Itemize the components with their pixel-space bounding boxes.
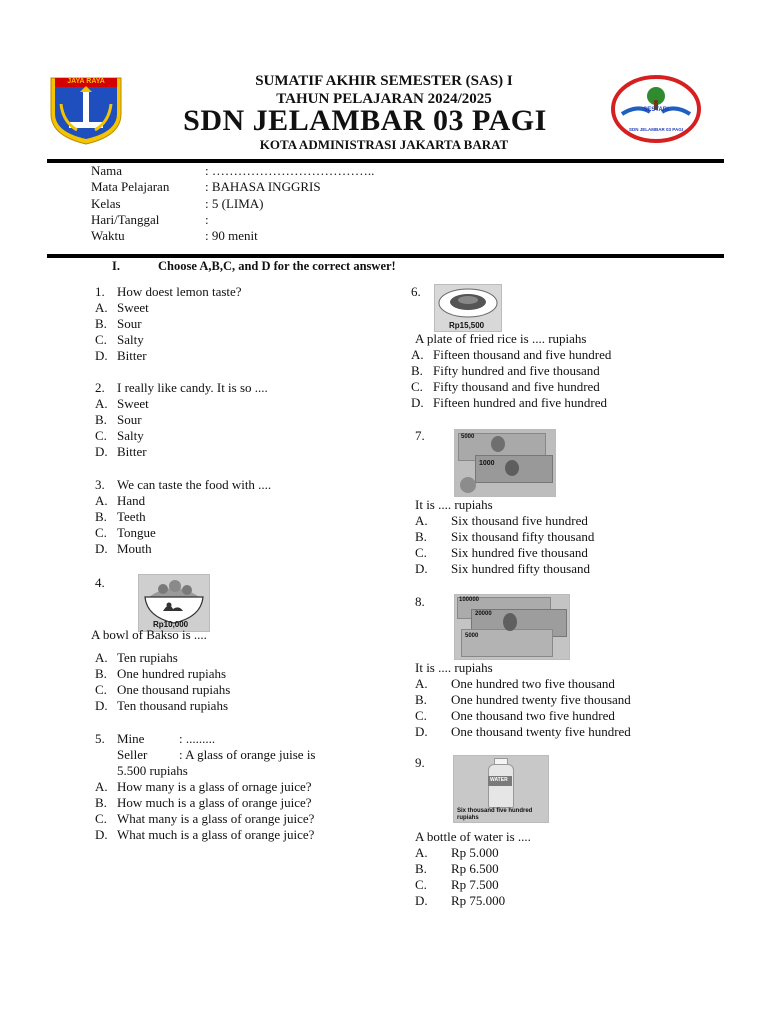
option-b[interactable]: B. How much is a glass of orange juice? (95, 795, 312, 810)
water-bottle-image (453, 755, 549, 823)
banknotes-image-q7 (454, 429, 556, 497)
option-c[interactable]: C. Salty (95, 428, 144, 443)
question-1: 1. How doest lemon taste? A. Sweet B. Sour C. Salty D. Bitter (95, 284, 242, 363)
right-logo-subtext: SDN JELAMBAR 03 PAGI (629, 127, 683, 132)
option-b[interactable]: B. Rp 6.500 (415, 861, 499, 876)
question-5: 5. Mine : ......... Seller : A glass of orange juise is 5.500 rupiahs A. How many is a glass of ornage juice? B. How much is a glass of orange juice? C. What many is a glass of orange juice? D. What much is a glass of orange juice? (95, 731, 316, 842)
banknote-100000-label: 100000 (459, 597, 480, 603)
question-4-options (95, 650, 230, 714)
question-6-number: 6. (411, 284, 421, 299)
option-c[interactable]: C. One thousand rupiahs (95, 682, 231, 697)
option-b[interactable]: B. One hundred twenty five thousand (415, 692, 631, 707)
option-c[interactable]: C. Salty (95, 332, 144, 347)
option-a[interactable]: A. Fifteen thousand and five hundred (411, 347, 612, 362)
option-c[interactable]: C. Six hundred five thousand (415, 545, 588, 560)
option-b[interactable]: B. Teeth (95, 509, 146, 524)
bottle-price-caption: Six thousand five hundred rupiahs (457, 808, 533, 821)
option-b[interactable]: B. One hundred rupiahs (95, 666, 227, 681)
question-7: It is .... rupiahs A. Six thousand five hundred B. Six thousand fifty thousand C. Six hundred five thousand D. Six hundred fifty thousand (415, 497, 595, 576)
bakso-price-label: Rp10,000 (153, 620, 189, 629)
option-a[interactable]: A. Hand (95, 493, 146, 508)
identity-subject: Mata Pelajaran : BAHASA INGGRIS (91, 179, 321, 194)
question-9: A bottle of water is .... A. Rp 5.000 B. Rp 6.500 C. Rp 7.500 D. Rp 75.000 (415, 829, 531, 908)
banknote-5000-label: 5000 (461, 434, 475, 440)
fried-rice-price-label: Rp15,500 (449, 321, 485, 330)
option-a[interactable]: A. Sweet (95, 300, 149, 315)
option-a[interactable]: A. How many is a glass of ornage juice? (95, 779, 312, 794)
exam-title: SUMATIF AKHIR SEMESTER (SAS) I (255, 73, 513, 89)
banknote-5000-label-q8: 5000 (465, 633, 479, 639)
option-d[interactable]: D. What much is a glass of orange juice? (95, 827, 315, 842)
school-name: SDN JELAMBAR 03 PAGI (183, 104, 547, 137)
option-b[interactable]: B. Fifty hundred and five thousand (411, 363, 600, 378)
option-a[interactable]: A. Rp 5.000 (415, 845, 499, 860)
question-2: 2. I really like candy. It is so .... A. Sweet B. Sour C. Salty D. Bitter (95, 380, 268, 459)
identity-rule (47, 254, 724, 258)
right-logo (610, 74, 702, 144)
question-7-number: 7. (415, 428, 425, 443)
option-d[interactable]: D. Ten thousand rupiahs (95, 698, 229, 713)
section-number: I. (112, 259, 120, 273)
option-b[interactable]: B. Sour (95, 316, 142, 331)
option-c[interactable]: C. Tongue (95, 525, 156, 540)
option-c[interactable]: C. Fifty thousand and five hundred (411, 379, 600, 394)
option-d[interactable]: D. One thousand twenty five hundred (415, 724, 631, 739)
option-d[interactable]: D. Six hundred fifty thousand (415, 561, 591, 576)
bakso-bowl-image (138, 574, 210, 632)
identity-time: Waktu : 90 menit (91, 228, 258, 243)
option-c[interactable]: C. One thousand two five hundred (415, 708, 615, 723)
identity-date: Hari/Tanggal : (91, 212, 209, 227)
option-a[interactable]: A. Ten rupiahs (95, 650, 178, 665)
question-8-number: 8. (415, 594, 425, 609)
option-a[interactable]: A. Sweet (95, 396, 149, 411)
option-d[interactable]: D. Mouth (95, 541, 152, 556)
option-d[interactable]: D. Bitter (95, 444, 147, 459)
left-logo-text: JAYA RAYA (67, 78, 105, 85)
fried-rice-image (434, 284, 502, 332)
option-c[interactable]: C. What many is a glass of orange juice? (95, 811, 315, 826)
option-d[interactable]: D. Rp 75.000 (415, 893, 506, 908)
city: KOTA ADMINISTRASI JAKARTA BARAT (259, 137, 509, 152)
identity-class: Kelas : 5 (LIMA) (91, 196, 264, 211)
identity-name: Nama : ……………………………….. (91, 163, 375, 178)
banknotes-image-q8 (454, 594, 570, 660)
bottle-label: WATER (490, 777, 508, 783)
option-d[interactable]: D. Fifteen hundred and five hundred (411, 395, 608, 410)
question-4-text: A bowl of Bakso is .... (91, 627, 207, 642)
option-a[interactable]: A. Six thousand five hundred (415, 513, 588, 528)
option-b[interactable]: B. Sour (95, 412, 142, 427)
option-b[interactable]: B. Six thousand fifty thousand (415, 529, 595, 544)
question-9-number: 9. (415, 755, 425, 770)
academic-year: TAHUN PELAJARAN 2024/2025 (276, 91, 492, 107)
banknote-1000-label: 1000 (479, 460, 495, 467)
option-a[interactable]: A. One hundred two five thousand (415, 676, 615, 691)
right-logo-text: SESTARI (643, 107, 669, 113)
option-c[interactable]: C. Rp 7.500 (415, 877, 499, 892)
banknote-20000-label: 20000 (475, 611, 492, 617)
question-8: It is .... rupiahs A. One hundred two five thousand B. One hundred twenty five thousand C. One thousand two five hundred D. One thousand twenty five hundred (415, 660, 631, 739)
question-3: 3. We can taste the food with .... A. Hand B. Teeth C. Tongue D. Mouth (95, 477, 272, 556)
section-instruction: Choose A,B,C, and D for the correct answer! (158, 259, 396, 273)
question-4-number: 4. (95, 575, 105, 590)
option-d[interactable]: D. Bitter (95, 348, 147, 363)
question-6: A plate of fried rice is .... rupiahs A. Fifteen thousand and five hundred B. Fifty hundred and five thousand C. Fifty thousand and five hundred D. Fifteen hundred and five hundred (411, 331, 612, 410)
